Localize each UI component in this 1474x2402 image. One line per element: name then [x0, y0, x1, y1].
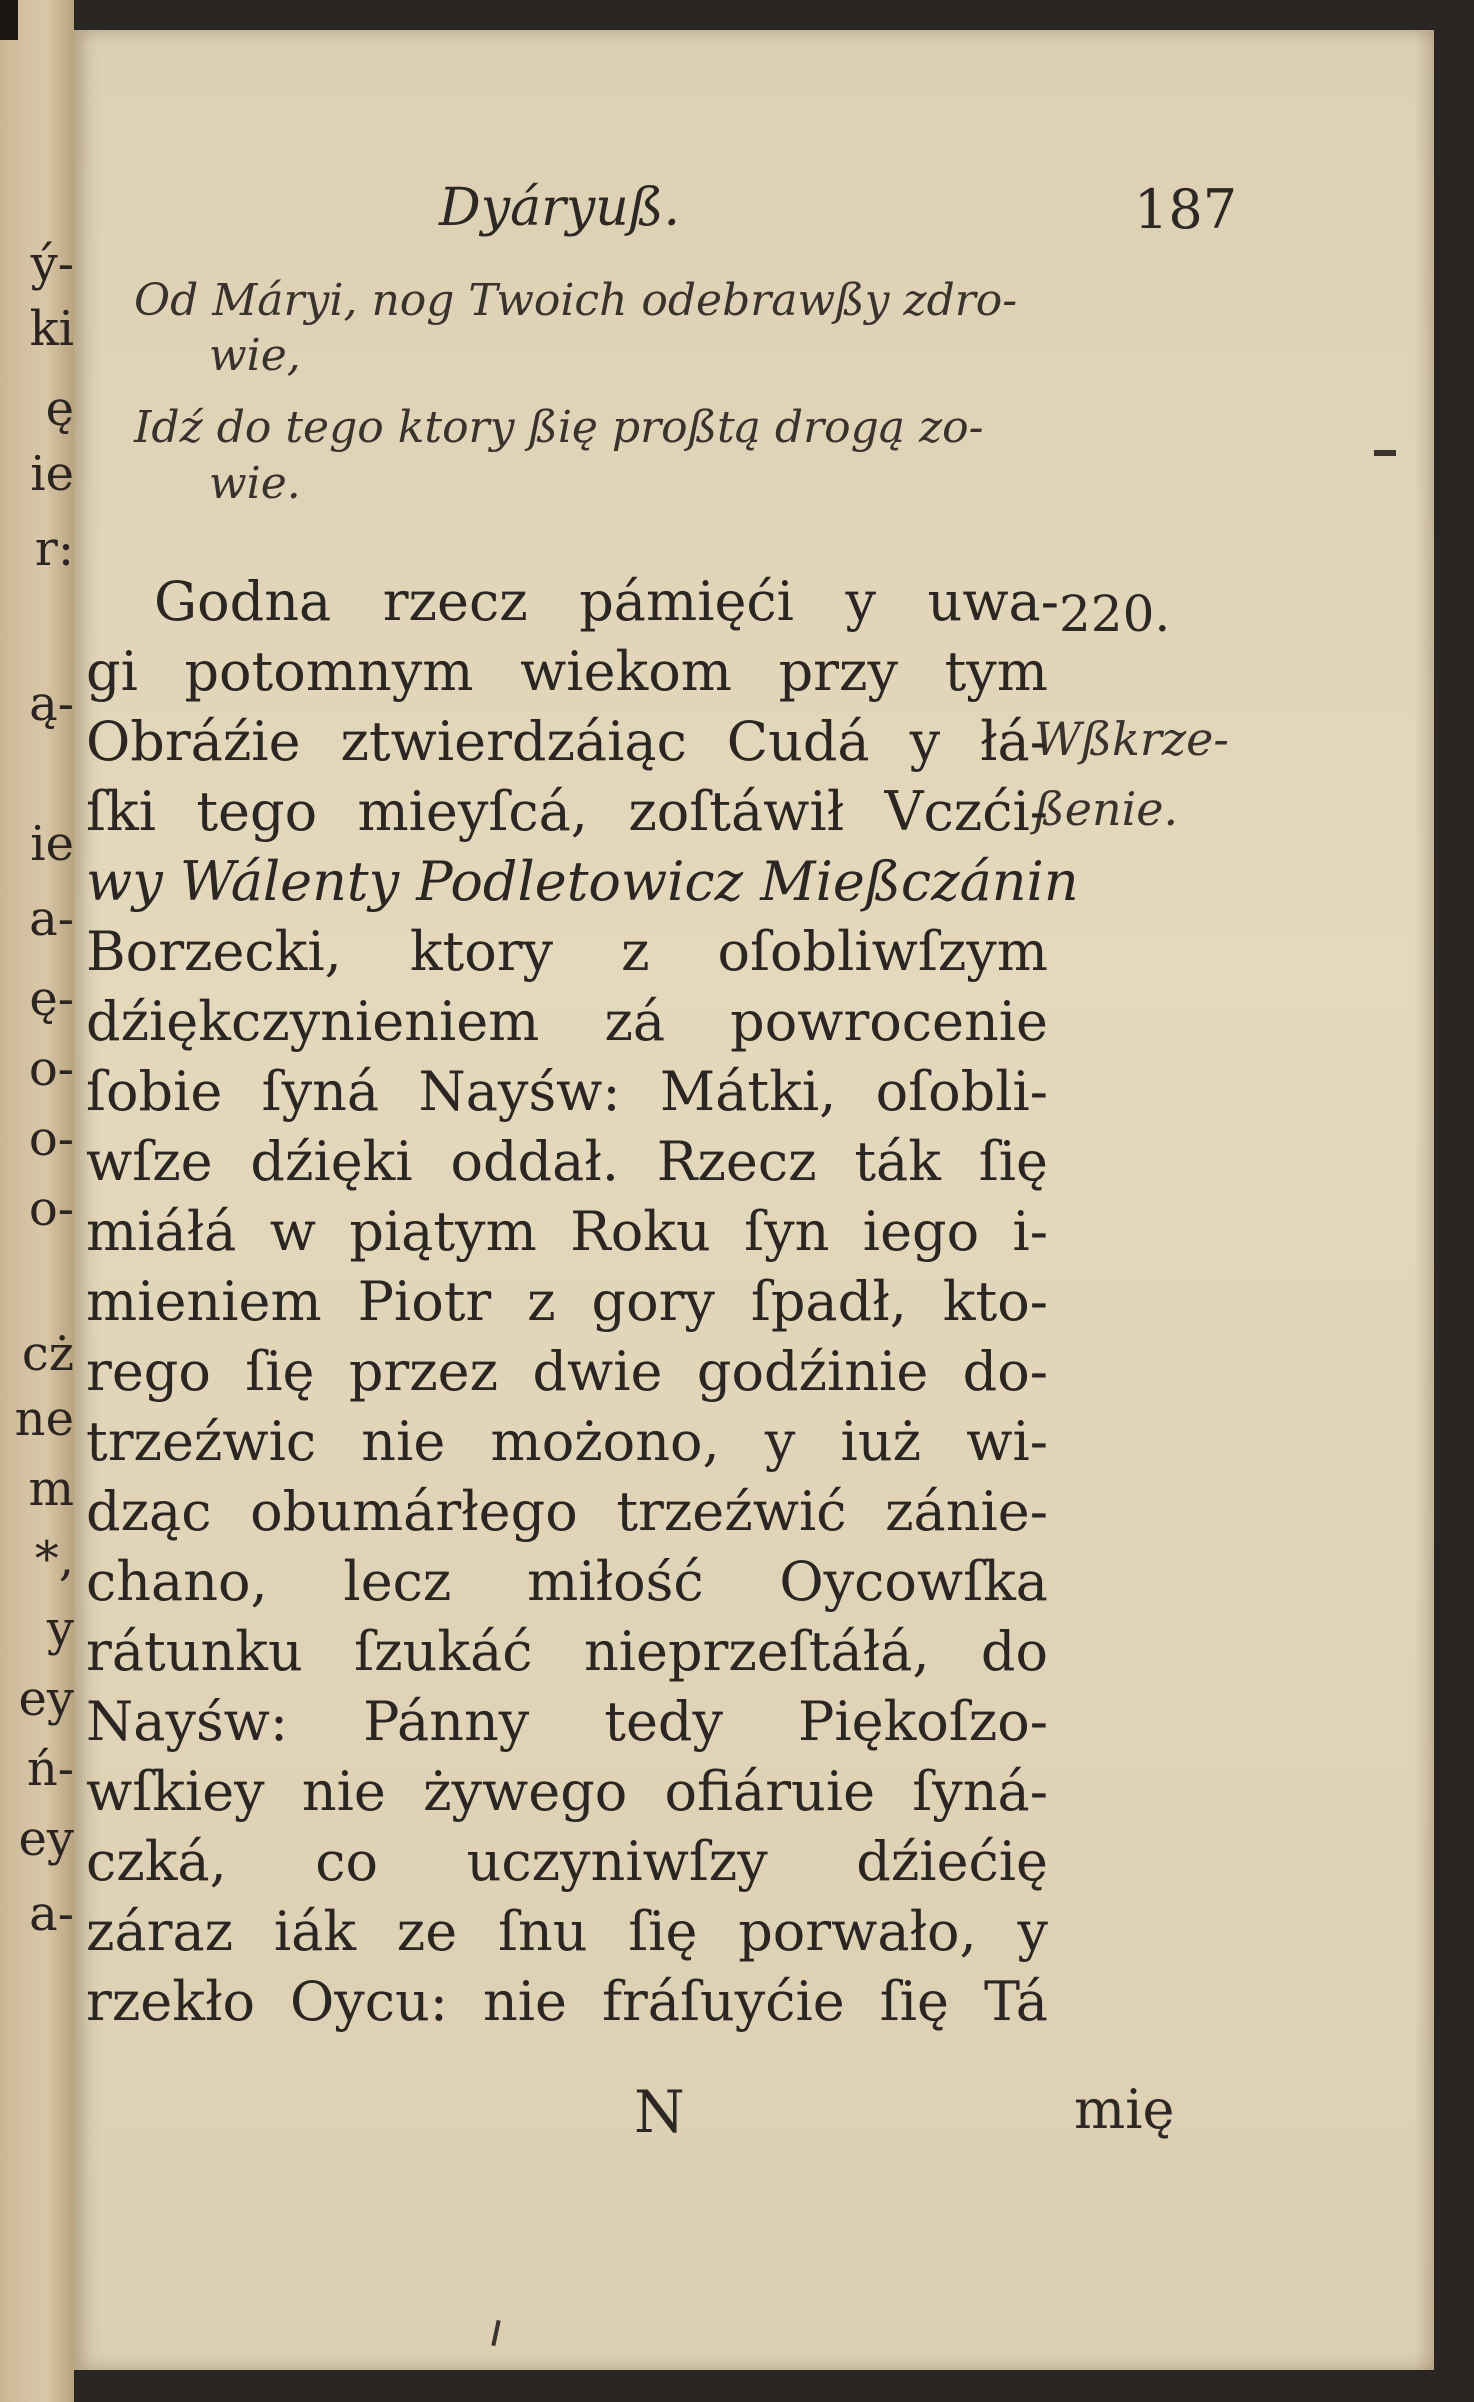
margin-section-number: 220. [1059, 585, 1171, 643]
previous-page-strip [0, 0, 74, 2402]
prev-page-fragment: ę- [29, 971, 74, 1027]
prev-page-fragment: ne [14, 1391, 74, 1447]
book-page [74, 30, 1434, 2370]
text-line: Godna rzecz pámięći y uwa- [154, 570, 1059, 633]
prev-page-fragment: ie [30, 446, 74, 502]
text-line: dząc obumárłego trzeźwić zánie- [86, 1480, 1048, 1543]
ink-mark [491, 2320, 500, 2346]
prev-page-fragment: *, [34, 1531, 74, 1587]
page-number: 187 [1134, 178, 1238, 241]
text-line: Borzecki, ktory z oſobliwſzym [86, 920, 1048, 983]
prev-page-fragment: ą- [29, 676, 74, 732]
text-line: rátunku ſzukáć nieprzeſtáłá, do [86, 1620, 1048, 1683]
prev-page-fragment: ý- [30, 236, 74, 292]
text-line: wſze dźięki oddał. Rzecz ták ſię [86, 1130, 1048, 1193]
verse-line: Idź do tego ktory ßię proßtą drogą zo- [134, 402, 984, 453]
prev-page-fragment: a- [29, 1886, 74, 1942]
text-line: wſkiey nie żywego ofiáruie ſyná- [86, 1760, 1048, 1823]
prev-page-fragment: o- [28, 1181, 74, 1237]
verse-line: Od Máryi, nog Twoich odebrawßy zdro- [134, 275, 1018, 326]
binding-edge [0, 0, 18, 40]
prev-page-fragment: cż [21, 1326, 74, 1382]
page-edge-shadow [1414, 30, 1434, 2370]
margin-note: ßenie. [1034, 782, 1179, 836]
prev-page-fragment: ń- [26, 1741, 74, 1797]
text-line: gi potomnym wiekom przy tym [86, 640, 1048, 703]
prev-page-fragment: o- [28, 1111, 74, 1167]
prev-page-fragment: ie [30, 816, 74, 872]
text-line: záraz iák ze ſnu ſię porwało, y [86, 1900, 1048, 1963]
prev-page-fragment: y [46, 1601, 74, 1657]
catchword: mię [1074, 2078, 1175, 2141]
text-line: wy Wálenty Podletowicz Mießczánin [86, 850, 1079, 913]
text-line: czká, co uczyniwſzy dźiećię [86, 1830, 1048, 1893]
prev-page-fragment: ey [18, 1811, 74, 1867]
signature-mark: N [634, 2078, 685, 2146]
prev-page-fragment: ey [18, 1671, 74, 1727]
text-line: rzekło Oycu: nie fráſuyćie ſię Tá [86, 1970, 1048, 2033]
text-line: ſki tego mieyſcá, zoſtáwił Vczći- [86, 780, 1048, 843]
prev-page-fragment: m [28, 1461, 74, 1517]
text-line: Nayśw: Pánny tedy Piękoſzo- [86, 1690, 1048, 1753]
prev-page-fragment: a- [29, 891, 74, 947]
running-head: Dyáryuß. [439, 178, 681, 238]
prev-page-fragment: r: [34, 521, 74, 577]
text-line: mieniem Piotr z gory ſpadł, kto- [86, 1270, 1048, 1333]
text-line: ſobie ſyná Nayśw: Mátki, oſobli- [86, 1060, 1048, 1123]
text-line: dźiękczynieniem zá powrocenie [86, 990, 1048, 1053]
text-line: rego ſię przez dwie godźinie do- [86, 1340, 1048, 1403]
prev-page-fragment: ę [45, 381, 74, 437]
text-line: miáłá w piątym Roku ſyn iego i- [86, 1200, 1048, 1263]
prev-page-fragment: o- [28, 1041, 74, 1097]
prev-page-fragment: ki [29, 301, 74, 357]
text-line: Obráźie ztwierdzáiąc Cudá y łá- [86, 710, 1048, 773]
ink-mark [1374, 450, 1396, 456]
verse-line: wie, [209, 330, 301, 381]
text-line: trzeźwic nie możono, y iuż wi- [86, 1410, 1048, 1473]
verse-line: wie. [209, 458, 301, 509]
margin-note: Wßkrze- [1034, 712, 1229, 766]
text-line: chano, lecz miłość Oycowſka [86, 1550, 1048, 1613]
